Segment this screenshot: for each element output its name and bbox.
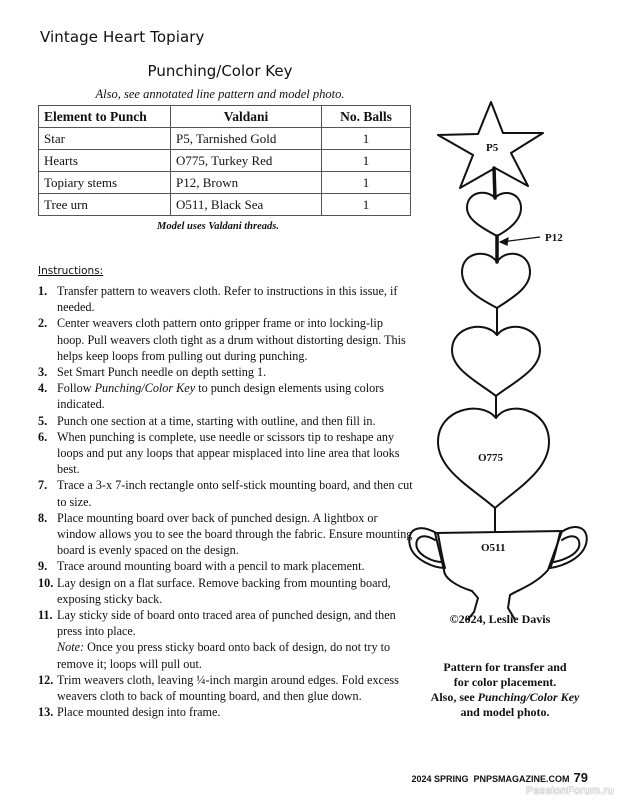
cell-valdani: O511, Black Sea — [171, 194, 322, 216]
step-number: 9. — [38, 559, 48, 574]
cell-element: Topiary stems — [39, 172, 171, 194]
step-number: 13. — [38, 705, 54, 720]
step-text: Place mounting board over back of punched design. A lightbox or window allows you to see the board through the fabric. Ensure mounting board is evenly spaced on the design. — [57, 510, 413, 558]
p12-pointer-arrow — [500, 237, 540, 245]
cell-balls: 1 — [322, 128, 411, 150]
pattern-note-text: Also, see — [430, 690, 478, 704]
instruction-step — [38, 380, 413, 412]
instruction-step — [38, 413, 413, 429]
cell-valdani: O775, Turkey Red — [171, 150, 322, 172]
step-text: to punch design elements using colors indicated. — [57, 381, 385, 412]
copyright: ©2024, Leslie Davis — [449, 612, 551, 626]
pattern-note — [405, 660, 605, 720]
cell-balls: 1 — [322, 194, 411, 216]
table-row — [39, 150, 411, 172]
step-number: 10. — [38, 575, 54, 590]
stem-1 — [494, 168, 495, 198]
cell-balls: 1 — [322, 172, 411, 194]
label-star-color: P5 — [486, 142, 499, 154]
table-header-row — [39, 106, 411, 128]
header-valdani: Valdani — [171, 106, 322, 128]
instruction-step — [38, 364, 413, 380]
label-urn-color: O511 — [481, 542, 506, 554]
cell-element: Star — [39, 128, 171, 150]
page-footer — [411, 770, 588, 785]
step-text: Punch one section at a time, starting with outline, and then fill in. — [57, 413, 376, 428]
step-text: Trim weavers cloth, leaving ¼-inch margin around edges. Fold excess weavers cloth to back of mounting board, and then glue down. — [57, 672, 399, 704]
instruction-step — [38, 672, 413, 704]
pattern-note-line: Pattern for transfer and — [443, 660, 567, 674]
instruction-step — [38, 477, 413, 509]
step-text: Transfer pattern to weavers cloth. Refer to instructions in this issue, if needed. — [57, 284, 398, 315]
instruction-step — [38, 575, 413, 607]
pattern-note-line: for color placement. — [453, 675, 557, 689]
instruction-step — [38, 510, 413, 559]
heart-2 — [462, 254, 530, 308]
note-label: Note: — [57, 640, 85, 655]
instructions-heading: Instructions: — [38, 265, 104, 277]
step-number: 6. — [38, 429, 48, 444]
instruction-step — [38, 704, 413, 720]
page-title: Vintage Heart Topiary — [40, 28, 205, 46]
table-row — [39, 128, 411, 150]
page-number: 79 — [573, 770, 588, 785]
step-number: 12. — [38, 672, 54, 687]
cell-valdani: P5, Tarnished Gold — [171, 128, 322, 150]
step-text: Trace around mounting board with a pencil to mark placement. — [57, 559, 365, 574]
watermark: PassionForum.ru — [525, 785, 614, 797]
step-text: Lay sticky side of board onto traced area of punched design, and then press into place. — [57, 608, 396, 639]
step-note — [57, 639, 413, 671]
heart-3 — [452, 327, 540, 396]
header-element: Element to Punch — [39, 106, 171, 128]
pattern-note-line — [405, 690, 605, 705]
step-text: Trace a 3-x 7-inch rectangle onto self-stick mounting board, and then cut to size. — [57, 478, 413, 509]
cell-balls: 1 — [322, 150, 411, 172]
color-key-subtitle: Also, see annotated line pattern and model photo. — [95, 87, 345, 101]
pattern-note-key-reference: Punching/Color Key — [477, 690, 580, 704]
step-key-reference: Punching/Color Key — [94, 381, 196, 396]
instruction-step — [38, 429, 413, 478]
instruction-step — [38, 283, 413, 315]
instruction-step — [38, 315, 413, 364]
step-number: 3. — [38, 365, 48, 380]
step-text: Follow — [57, 381, 95, 396]
step-text: When punching is complete, use needle or scissors tip to reshape any loops and put any loops that appear misplaced into line area that looks best. — [57, 429, 400, 477]
table-row — [39, 172, 411, 194]
color-key-table — [38, 105, 411, 216]
step-number: 5. — [38, 413, 48, 428]
step-text: Center weavers cloth pattern onto gripper frame or into locking-lip hoop. Pull weavers cloth tight as a drum without distorting design. This helps keep loops from pulling out during punching. — [57, 316, 406, 363]
footer-issue: 2024 SPRING PNPSMAGAZINE.COM — [411, 774, 570, 784]
step-number: 11. — [38, 608, 53, 623]
step-text: Set Smart Punch needle on depth setting 1. — [57, 365, 267, 380]
step-number: 2. — [38, 316, 48, 331]
step-text: Place mounted design into frame. — [57, 705, 221, 720]
instruction-step — [38, 607, 413, 672]
table-row — [39, 194, 411, 216]
cell-element: Tree urn — [39, 194, 171, 216]
step-number: 7. — [38, 478, 48, 493]
cell-element: Hearts — [39, 150, 171, 172]
step-number: 1. — [38, 284, 48, 298]
instructions-list — [38, 283, 413, 720]
label-stem-color: P12 — [545, 232, 563, 244]
topiary-pattern-drawing — [400, 90, 618, 620]
step-text: Lay design on a flat surface. Remove backing from mounting board, exposing sticky back. — [57, 575, 391, 606]
step-number: 8. — [38, 510, 48, 525]
model-note: Model uses Valdani threads. — [157, 221, 279, 232]
header-balls: No. Balls — [322, 106, 411, 128]
color-key-title: Punching/Color Key — [147, 62, 293, 80]
cell-valdani: P12, Brown — [171, 172, 322, 194]
note-text: Once you press sticky board onto back of design, do not try to remove it; loops will pull out. — [57, 640, 391, 671]
instruction-step — [38, 558, 413, 574]
pattern-note-line: and model photo. — [460, 705, 550, 719]
step-number: 4. — [38, 381, 48, 396]
label-heart-color: O775 — [478, 452, 504, 464]
